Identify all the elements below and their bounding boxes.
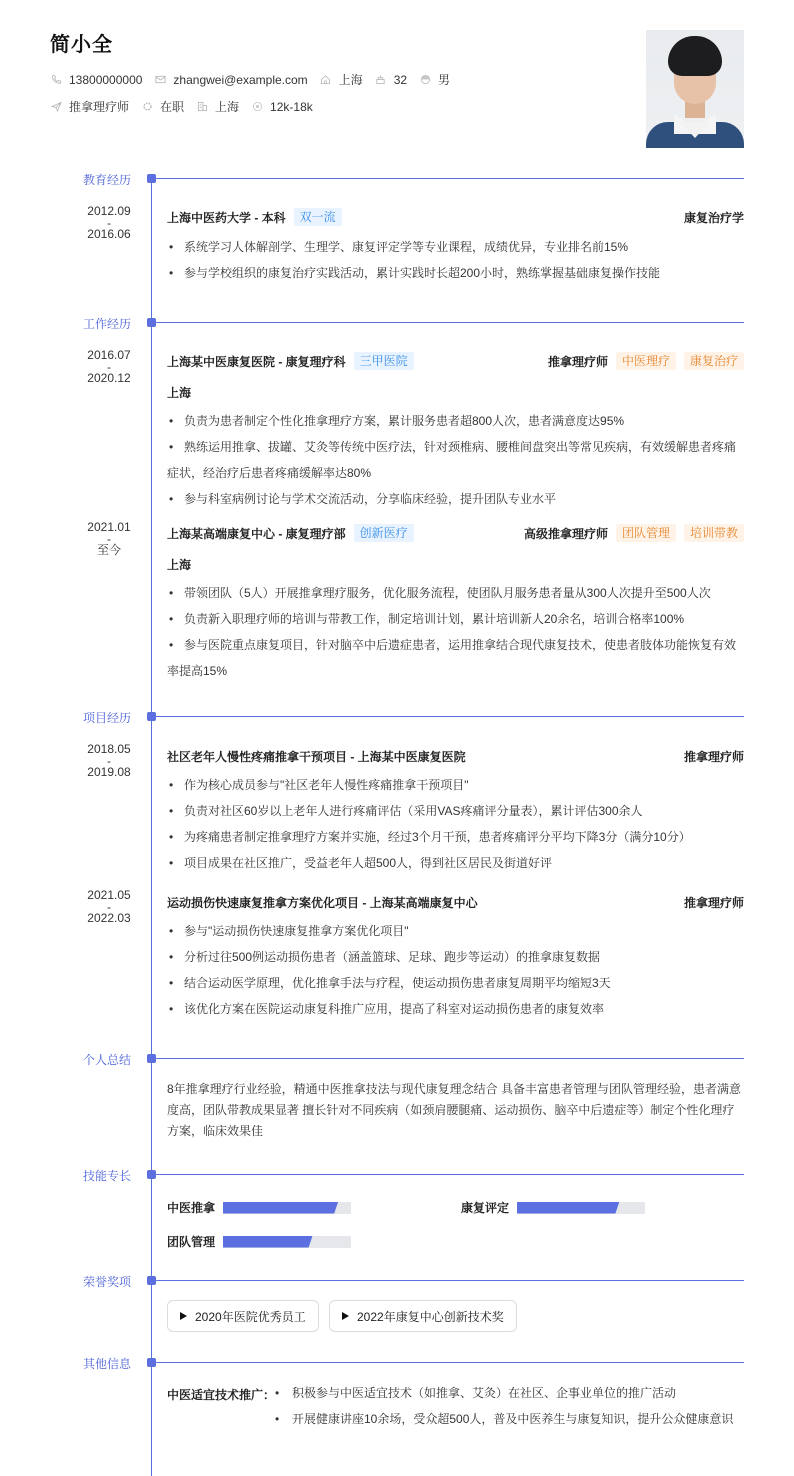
- list-item: • 为疼痛患者制定推拿理疗方案并实施，经过3个月干预，患者疼痛评分平均下降3分（满分10分）: [167, 824, 744, 850]
- contact-phone: [50, 73, 142, 87]
- list-item: • 作为核心成员参与"社区老年人慢性疼痛推拿干预项目": [167, 772, 744, 798]
- intent-salary: [251, 100, 313, 114]
- home-icon: [320, 74, 332, 86]
- company-name: 上海某高端康复中心 - 康复理疗部: [167, 526, 346, 541]
- education-entry-header: [167, 208, 744, 226]
- list-item: • 开展健康讲座10余场，受众超500人，普及中医养生与康复知识，提升公众健康意识: [275, 1406, 733, 1432]
- timeline-dot-icon: [147, 1054, 156, 1063]
- list-item: • 参与医院重点康复项目，针对脑卒中后遗症患者，运用推拿结合现代康复技术，使患者肢体功能恢复有效率提高15%: [167, 632, 744, 684]
- play-triangle-icon: [342, 1312, 349, 1320]
- work-entry-header: [167, 524, 744, 542]
- list-item: • 系统学习人体解剖学、生理学、康复评定学等专业课程，成绩优异，专业排名前15%: [167, 234, 744, 260]
- intent-position: [50, 98, 129, 115]
- mail-icon: [154, 74, 166, 86]
- list-item: • 分析过往500例运动损伤患者（涵盖篮球、足球、跑步等运动）的推拿康复数据: [167, 944, 744, 970]
- intent-city: [196, 98, 239, 115]
- timeline-dot-icon: [147, 712, 156, 721]
- skill-tag: 团队管理: [616, 524, 676, 542]
- intent-position-text: 推拿理疗师: [69, 100, 130, 114]
- section-title: 教育经历: [83, 173, 132, 187]
- entry-date: 2018.05 - 2019.08: [87, 742, 131, 779]
- email-address: zhangwei@example.com: [173, 72, 308, 87]
- award-chip: [167, 1300, 319, 1332]
- job-position: 推拿理疗师: [547, 354, 608, 369]
- intent-city-text: 上海: [215, 100, 240, 114]
- company-tag: 创新医疗: [354, 524, 414, 542]
- project-bullets: [167, 918, 744, 1022]
- skill-name: 康复评定: [461, 1201, 510, 1215]
- section-divider: [156, 322, 744, 323]
- award-label: 2022年康复中心创新技术奖: [357, 1309, 504, 1324]
- age-text: 32: [393, 72, 408, 87]
- project-entry-header: [167, 748, 744, 765]
- list-item: • 负责新入职理疗师的培训与带教工作，制定培训计划，累计培训新人20余名，培训合格率100%: [167, 606, 744, 632]
- list-item: • 熟练运用推拿、拔罐、艾灸等传统中医疗法，针对颈椎病、腰椎间盘突出等常见疾病，有效缓解患者疼痛症状，经治疗后患者疼痛缓解率达80%: [167, 434, 744, 486]
- skill-progress-bar: [223, 1202, 351, 1214]
- project-name: 运动损伤快速康复推拿方案优化项目 - 上海某高端康复中心: [167, 896, 478, 910]
- list-item: • 带领团队（5人）开展推拿理疗服务，优化服务流程，使团队月服务患者量从300人次提升至500人次: [167, 580, 744, 606]
- section-divider: [156, 716, 744, 717]
- project-bullets: [167, 772, 744, 876]
- entry-date: 2021.05 - 2022.03: [87, 888, 131, 925]
- school-name: 上海中医药大学 - 本科: [167, 210, 286, 225]
- contact-email: [154, 73, 307, 87]
- section-divider: [156, 1058, 744, 1059]
- skill-progress-fill: [517, 1202, 619, 1214]
- section-divider: [156, 1174, 744, 1175]
- work-entry-header: [167, 352, 744, 370]
- skill-tag: 培训带教: [684, 524, 744, 542]
- award-chip: [329, 1300, 517, 1332]
- skill-item: [167, 1233, 351, 1250]
- education-bullets: [167, 234, 744, 286]
- list-item: • 参与科室病例讨论与学术交流活动，分享临床经验，提升团队专业水平: [167, 486, 744, 512]
- skill-item: [167, 1199, 351, 1216]
- job-city: 上海: [167, 386, 192, 400]
- project-role: 推拿理疗师: [683, 896, 744, 910]
- section-title: 工作经历: [83, 317, 132, 331]
- timeline-dot-icon: [147, 1170, 156, 1179]
- section-divider: [156, 1280, 744, 1281]
- project-entry-header: [167, 894, 744, 911]
- section-title: 技能专长: [83, 1169, 132, 1183]
- phone-icon: [50, 74, 62, 86]
- list-item: • 项目成果在社区推广，受益老年人超500人，得到社区居民及街道好评: [167, 850, 744, 876]
- project-name: 社区老年人慢性疼痛推拿干预项目 - 上海某中医康复医院: [167, 750, 466, 764]
- gender-text: 男: [438, 73, 451, 87]
- timeline-dot-icon: [147, 1358, 156, 1367]
- skill-name: 团队管理: [167, 1235, 216, 1249]
- phone-number: 13800000000: [69, 72, 143, 87]
- entry-date: 2012.09 - 2016.06: [87, 204, 131, 241]
- location-text: 上海: [338, 73, 363, 87]
- section-title: 项目经历: [83, 711, 132, 725]
- entry-date: 2021.01 - 至今: [87, 520, 131, 557]
- entry-date: 2016.07 - 2020.12: [87, 348, 131, 385]
- company-tag: 三甲医院: [354, 352, 414, 370]
- other-info-label: 中医适宜技术推广：: [167, 1388, 276, 1402]
- list-item: • 积极参与中医适宜技术（如推拿、艾灸）在社区、企事业单位的推广活动: [275, 1380, 733, 1406]
- skill-progress-bar: [223, 1236, 351, 1248]
- resume-header: [50, 28, 744, 114]
- job-city: 上海: [167, 558, 192, 572]
- work-bullets: [167, 408, 744, 512]
- list-item: • 结合运动医学原理，优化推拿手法与疗程，使运动损伤患者康复周期平均缩短3天: [167, 970, 744, 996]
- salary-icon: [251, 101, 263, 113]
- intent-salary-text: 12k-18k: [270, 99, 313, 114]
- list-item: • 参与"运动损伤快速康复推拿方案优化项目": [167, 918, 744, 944]
- intent-status-text: 在职: [160, 100, 185, 114]
- skill-progress-fill: [223, 1202, 338, 1214]
- skill-name: 中医推拿: [167, 1201, 216, 1215]
- play-triangle-icon: [180, 1312, 187, 1320]
- gender-icon: [419, 74, 431, 86]
- building-icon: [196, 101, 208, 113]
- work-bullets: [167, 580, 744, 684]
- section-divider: [156, 1362, 744, 1363]
- list-item: • 负责对社区60岁以上老年人进行疼痛评估（采用VAS疼痛评分量表），累计评估300余人: [167, 798, 744, 824]
- job-position: 高级推拿理疗师: [523, 526, 608, 541]
- company-name: 上海某中医康复医院 - 康复理疗科: [167, 354, 346, 369]
- summary-text: 8年推拿理疗行业经验，精通中医推拿技法与现代康复理念结合 具备丰富患者管理与团队管理经验，患者满意度高，团队带教成果显著 擅长针对不同疾病（如颈肩腰腿痛、运动损伤、脑卒中后遗症等）制定个性化理疗方案，临床效果佳: [167, 1082, 742, 1138]
- section-title: 其他信息: [83, 1357, 132, 1371]
- award-label: 2020年医院优秀员工: [195, 1309, 306, 1324]
- profile-photo: [646, 30, 744, 148]
- age-icon: [375, 74, 387, 86]
- contact-gender: [419, 71, 450, 88]
- send-icon: [50, 101, 62, 113]
- contact-age: [375, 73, 407, 87]
- skill-item: [461, 1199, 645, 1216]
- contact-location: [320, 71, 363, 88]
- section-divider: [156, 178, 744, 179]
- list-item: • 参与学校组织的康复治疗实践活动，累计实践时长超200小时，熟练掌握基础康复操作技能: [167, 260, 744, 286]
- skill-tag: 中医理疗: [616, 352, 676, 370]
- section-title: 个人总结: [83, 1053, 132, 1067]
- list-item: • 该优化方案在医院运动康复科推广应用，提高了科室对运动损伤患者的康复效率: [167, 996, 744, 1022]
- job-intent-row: [50, 98, 325, 115]
- section-title: 荣誉奖项: [83, 1275, 132, 1289]
- contact-info-row: [50, 71, 462, 88]
- skill-progress-bar: [517, 1202, 645, 1214]
- project-role: 推拿理疗师: [683, 750, 744, 764]
- skill-tag: 康复治疗: [684, 352, 744, 370]
- school-tag: 双一流: [294, 208, 342, 226]
- major: 康复治疗学: [683, 210, 744, 225]
- timeline-dot-icon: [147, 174, 156, 183]
- other-info-bullets: [275, 1380, 733, 1432]
- status-icon: [141, 101, 153, 113]
- timeline-dot-icon: [147, 318, 156, 327]
- intent-status: [141, 98, 184, 115]
- list-item: • 负责为患者制定个性化推拿理疗方案，累计服务患者超800人次，患者满意度达95%: [167, 408, 744, 434]
- candidate-name: 简小全: [50, 34, 113, 56]
- skill-progress-fill: [223, 1236, 313, 1248]
- timeline-dot-icon: [147, 1276, 156, 1285]
